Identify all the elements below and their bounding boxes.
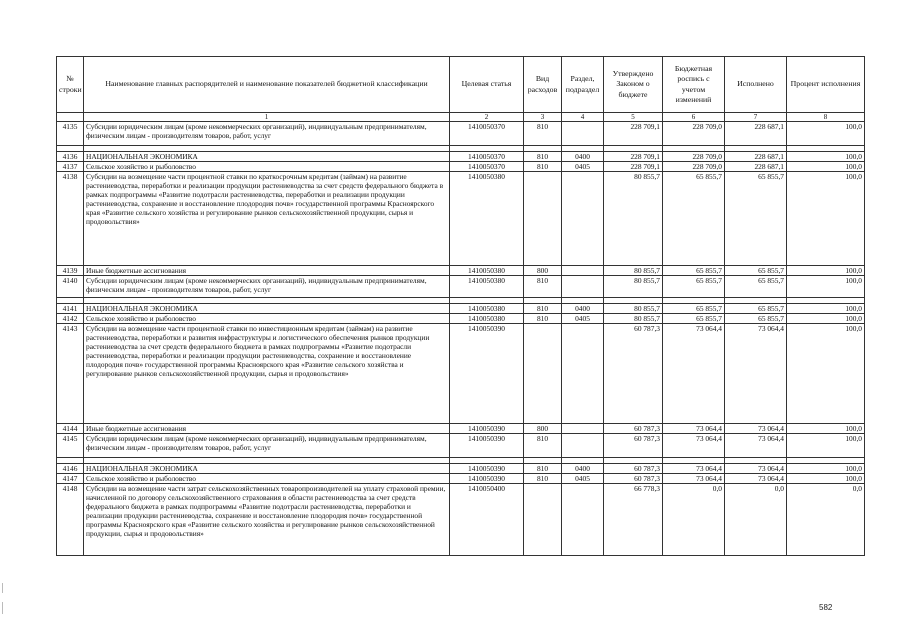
column-number: 3: [524, 113, 562, 122]
row-percent: 100,0: [787, 464, 865, 474]
row-percent: 100,0: [787, 266, 865, 276]
row-executed: 228 687,1: [725, 122, 787, 146]
row-approved: 60 787,3: [604, 464, 663, 474]
row-name: Субсидии на возмещение части процентной ставки по инвестиционным кредитам (займам) на развитие растениеводства, переработки и развития инфраструктуры и логистического обеспечения рынков продукции растениеводства за счет средств федерального бюджета в рамках подпрограммы «Развитие подотрасли растениеводства, переработки и реализации продукции растениеводства, сохранение и восстановление плодородия почв» государственной программы Красноярского края «Развитие сельского хозяйства и регулирование рынков сельскохозяйственной продукции, сырья и продовольствия»: [84, 324, 450, 424]
row-percent: 100,0: [787, 434, 865, 458]
header-row-number: № строки: [57, 57, 84, 113]
row-executed: 65 855,7: [725, 266, 787, 276]
row-approved: 60 787,3: [604, 424, 663, 434]
row-expense-type: [524, 324, 562, 424]
row-expense-type: 810: [524, 162, 562, 172]
row-budget: 65 855,7: [663, 304, 725, 314]
row-executed: 65 855,7: [725, 314, 787, 324]
row-section: 0405: [562, 162, 604, 172]
row-approved: 80 855,7: [604, 276, 663, 298]
row-executed: 73 064,4: [725, 464, 787, 474]
row-target-article: 1410050380: [450, 276, 524, 298]
table-header-row: [57, 57, 865, 113]
header-name: Наименование главных распорядителей и наименование показателей бюджетной классификации: [84, 57, 450, 113]
row-number: 4141: [57, 304, 84, 314]
row-section: [562, 266, 604, 276]
row-percent: 100,0: [787, 162, 865, 172]
row-approved: 60 787,3: [604, 474, 663, 484]
column-number-row: [57, 113, 865, 122]
row-section: 0405: [562, 474, 604, 484]
table-row: [57, 122, 865, 146]
row-budget: 73 064,4: [663, 424, 725, 434]
row-expense-type: 810: [524, 434, 562, 458]
row-approved: 60 787,3: [604, 434, 663, 458]
row-percent: 100,0: [787, 324, 865, 424]
row-target-article: 1410050390: [450, 424, 524, 434]
row-number: 4148: [57, 484, 84, 556]
row-name: Сельское хозяйство и рыболовство: [84, 314, 450, 324]
table-row: [57, 464, 865, 474]
header-target-article: Целевая статья: [450, 57, 524, 113]
table-row: [57, 304, 865, 314]
row-percent: 100,0: [787, 304, 865, 314]
row-number: 4147: [57, 474, 84, 484]
row-approved: 80 855,7: [604, 304, 663, 314]
page-number: 582: [819, 603, 833, 612]
scan-edge-mark: [2, 602, 3, 614]
row-target-article: 1410050380: [450, 304, 524, 314]
table-row: [57, 266, 865, 276]
row-percent: 100,0: [787, 276, 865, 298]
row-number: 4142: [57, 314, 84, 324]
column-number: 8: [787, 113, 865, 122]
row-executed: 228 687,1: [725, 152, 787, 162]
row-name: Субсидии на возмещение части затрат сельскохозяйственных товаропроизводителей на уплату страховой премии, начисленной по договору сельскохозяйственного страхования в области растениеводства за счет средств федерального бюджета в рамках подпрограммы «Развитие подотрасли растениеводства, переработки и реализации продукции растениеводства, сохранение и восстановление плодородия почв» государственной программы Красноярского края «Развитие сельского хозяйства и регулирование рынков сельскохозяйственной продукции, сырья и продовольствия»: [84, 484, 450, 556]
row-expense-type: 800: [524, 424, 562, 434]
row-number: 4145: [57, 434, 84, 458]
row-expense-type: 810: [524, 152, 562, 162]
row-name: НАЦИОНАЛЬНАЯ ЭКОНОМИКА: [84, 152, 450, 162]
row-number: 4143: [57, 324, 84, 424]
table-row: [57, 474, 865, 484]
row-expense-type: 810: [524, 474, 562, 484]
header-section: Раздел, подраздел: [562, 57, 604, 113]
row-budget: 228 709,0: [663, 122, 725, 146]
row-target-article: 1410050390: [450, 324, 524, 424]
row-section: [562, 276, 604, 298]
row-name: Субсидии юридическим лицам (кроме некоммерческих организаций), индивидуальным предпринимателям, физическим лицам - производителям товаров, работ, услуг: [84, 122, 450, 146]
row-budget: 0,0: [663, 484, 725, 556]
table-body: [57, 122, 865, 556]
row-name: Сельское хозяйство и рыболовство: [84, 474, 450, 484]
table-row: [57, 424, 865, 434]
row-section: [562, 434, 604, 458]
column-number: 6: [663, 113, 725, 122]
row-executed: 65 855,7: [725, 172, 787, 266]
row-target-article: 1410050370: [450, 152, 524, 162]
header-executed: Исполнено: [725, 57, 787, 113]
row-executed: 73 064,4: [725, 474, 787, 484]
column-number: 2: [450, 113, 524, 122]
column-number: 4: [562, 113, 604, 122]
row-executed: 73 064,4: [725, 434, 787, 458]
row-number: 4135: [57, 122, 84, 146]
column-number: 5: [604, 113, 663, 122]
row-approved: 228 709,1: [604, 152, 663, 162]
scan-edge-mark: [2, 583, 3, 593]
row-approved: 80 855,7: [604, 172, 663, 266]
row-section: [562, 424, 604, 434]
row-target-article: 1410050390: [450, 434, 524, 458]
row-name: НАЦИОНАЛЬНАЯ ЭКОНОМИКА: [84, 464, 450, 474]
table-row: [57, 324, 865, 424]
row-executed: 228 687,1: [725, 162, 787, 172]
row-executed: 73 064,4: [725, 424, 787, 434]
row-target-article: 1410050380: [450, 172, 524, 266]
row-budget: 228 709,0: [663, 152, 725, 162]
row-number: 4146: [57, 464, 84, 474]
row-budget: 65 855,7: [663, 276, 725, 298]
row-expense-type: 810: [524, 314, 562, 324]
row-target-article: 1410050390: [450, 464, 524, 474]
row-name: Иные бюджетные ассигнования: [84, 266, 450, 276]
row-target-article: 1410050380: [450, 314, 524, 324]
row-budget: 65 855,7: [663, 172, 725, 266]
row-target-article: 1410050370: [450, 162, 524, 172]
row-target-article: 1410050400: [450, 484, 524, 556]
row-name: Субсидии юридическим лицам (кроме некоммерческих организаций), индивидуальным предпринимателям, физическим лицам - производителям товаров, работ, услуг: [84, 434, 450, 458]
table-row: [57, 484, 865, 556]
row-target-article: 1410050370: [450, 122, 524, 146]
row-percent: 100,0: [787, 474, 865, 484]
row-executed: 73 064,4: [725, 324, 787, 424]
row-target-article: 1410050380: [450, 266, 524, 276]
row-executed: 0,0: [725, 484, 787, 556]
row-expense-type: 810: [524, 122, 562, 146]
row-number: 4137: [57, 162, 84, 172]
table-row: [57, 152, 865, 162]
table-row: [57, 434, 865, 458]
row-section: [562, 122, 604, 146]
row-target-article: 1410050390: [450, 474, 524, 484]
row-expense-type: 810: [524, 276, 562, 298]
row-executed: 65 855,7: [725, 276, 787, 298]
row-name: НАЦИОНАЛЬНАЯ ЭКОНОМИКА: [84, 304, 450, 314]
row-budget: 73 064,4: [663, 324, 725, 424]
row-budget: 228 709,0: [663, 162, 725, 172]
table-row: [57, 172, 865, 266]
row-number: 4138: [57, 172, 84, 266]
row-budget: 73 064,4: [663, 464, 725, 474]
row-expense-type: 800: [524, 266, 562, 276]
table-row: [57, 276, 865, 298]
row-approved: 66 778,3: [604, 484, 663, 556]
header-approved: Утверждено Законом о бюджете: [604, 57, 663, 113]
row-percent: 0,0: [787, 484, 865, 556]
row-section: [562, 172, 604, 266]
row-percent: 100,0: [787, 424, 865, 434]
row-number: 4140: [57, 276, 84, 298]
row-expense-type: 810: [524, 304, 562, 314]
row-section: 0400: [562, 152, 604, 162]
column-number: 1: [84, 113, 450, 122]
row-name: Субсидии на возмещение части процентной ставки по краткосрочным кредитам (займам) на развитие растениеводства, переработки и реализации продукции растениеводства за счет средств федерального бюджета в рамках подпрограммы «Развитие подотрасли растениеводства, переработки и реализации продукции растениеводства, сохранение и восстановление плодородия почв» государственной программы Красноярского края «Развитие сельского хозяйства и регулирование рынков сельскохозяйственной продукции, сырья и продовольствия»: [84, 172, 450, 266]
row-number: 4139: [57, 266, 84, 276]
row-section: [562, 324, 604, 424]
row-section: 0400: [562, 464, 604, 474]
row-expense-type: [524, 172, 562, 266]
row-number: 4136: [57, 152, 84, 162]
row-expense-type: [524, 484, 562, 556]
row-approved: 80 855,7: [604, 266, 663, 276]
row-percent: 100,0: [787, 314, 865, 324]
row-percent: 100,0: [787, 152, 865, 162]
table-row: [57, 314, 865, 324]
row-approved: 228 709,1: [604, 162, 663, 172]
row-section: 0400: [562, 304, 604, 314]
header-budget-list: Бюджетная роспись с учетом изменений: [663, 57, 725, 113]
row-name: Иные бюджетные ассигнования: [84, 424, 450, 434]
row-section: [562, 484, 604, 556]
row-name: Субсидии юридическим лицам (кроме некоммерческих организаций), индивидуальным предпринимателям, физическим лицам - производителям товаров, работ, услуг: [84, 276, 450, 298]
header-expense-type: Вид расходов: [524, 57, 562, 113]
row-budget: 73 064,4: [663, 434, 725, 458]
row-approved: 60 787,3: [604, 324, 663, 424]
row-approved: 80 855,7: [604, 314, 663, 324]
row-executed: 65 855,7: [725, 304, 787, 314]
row-percent: 100,0: [787, 172, 865, 266]
row-number: 4144: [57, 424, 84, 434]
row-budget: 73 064,4: [663, 474, 725, 484]
row-percent: 100,0: [787, 122, 865, 146]
column-number: 7: [725, 113, 787, 122]
row-budget: 65 855,7: [663, 314, 725, 324]
row-budget: 65 855,7: [663, 266, 725, 276]
row-expense-type: 810: [524, 464, 562, 474]
row-approved: 228 709,1: [604, 122, 663, 146]
header-percent: Процент исполнения: [787, 57, 865, 113]
table-row: [57, 162, 865, 172]
row-name: Сельское хозяйство и рыболовство: [84, 162, 450, 172]
budget-execution-table: [56, 56, 865, 556]
column-number-blank: [57, 113, 84, 122]
row-section: 0405: [562, 314, 604, 324]
